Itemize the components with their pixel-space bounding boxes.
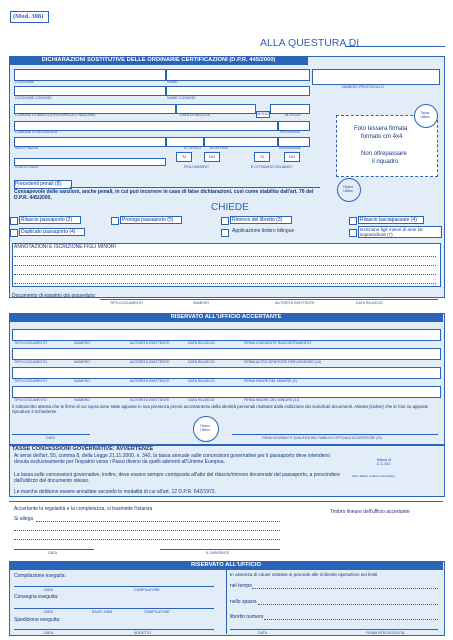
nome-field[interactable] [166, 69, 310, 81]
tasse-p3: Le marche debbono essere annullate secondo le modalità di cui all'art. 12 D.P.R. 642/1972. [14, 489, 217, 495]
precedenti-penali-label: Precedenti penali (8) [15, 181, 62, 187]
si-allega-line-2[interactable] [14, 530, 280, 531]
accertante-data-label: DATA [46, 436, 56, 440]
row2-autorita: AUTORITÀ EMITTENTE [130, 360, 170, 364]
compilazione-compilatore-label: COMPILATORE [134, 588, 160, 592]
professione-label: PROFESSIONE [279, 146, 301, 150]
questura-heading: ALLA QUESTURA DI [260, 37, 360, 49]
chiede-heading: CHIEDE [211, 202, 249, 213]
accertante-row-2[interactable] [12, 348, 441, 360]
firma-pubblico-label: FIRMA LEGGIBILE E QUALIFICA DEL PUBBLICO UFFICIALE ACCERTATORE (10) [262, 436, 382, 440]
nel-tempo-label: nel tempo [230, 583, 252, 589]
row2-firma: FIRMA ALTRO GENITORE PER ASSENSO (10) [244, 360, 322, 364]
stato-civile-label: STATO CIVILE [15, 165, 39, 169]
doc-col-numero: NUMERO [193, 301, 209, 305]
precedenti-line[interactable] [70, 187, 320, 188]
figli-minori-label: FIGLI MINORI? [184, 165, 209, 169]
consegna-data-label: DATA [44, 610, 54, 614]
accertante-row-4[interactable] [12, 386, 441, 398]
comune-nascita-label: COMUNE DI NASCITA (PROVINCIA O NAZIONE) [15, 113, 96, 117]
riservato-center-divider [226, 570, 227, 634]
compilazione-label: Compilazione eseguita: [14, 573, 66, 579]
section4-dirigente-line[interactable] [160, 549, 280, 550]
provincia-label: PROVINCIA [280, 130, 300, 134]
row4-autorita: AUTORITÀ EMITTENTE [130, 398, 170, 402]
modulo-label: (Mod. 308) [13, 13, 44, 20]
consapevole-text: Consapevole delle sanzioni, anche penali, in cui può incorrere in caso di false dichiarazioni, così come stabilito dall'art. 76 del D.P.R. 445/2000, [14, 189, 314, 201]
row3-firma: FIRMA PADRE DEL MINORE (4) [244, 379, 297, 383]
accertante-data-line[interactable] [12, 434, 90, 435]
spedizione-addetto-label: ADDETTO [134, 631, 152, 635]
rilascio-lasciapassare-checkbox[interactable] [349, 217, 357, 225]
accertante-row-3[interactable] [12, 367, 441, 379]
row2-numero: NUMERO [74, 360, 90, 364]
section4-divider [9, 501, 443, 502]
row4-firma: FIRMA MADRE DEL MINORE (11) [244, 398, 300, 402]
documento-posseduto-label: Documento di espatrio già posseduto: [12, 293, 96, 299]
nel-tempo-line[interactable] [252, 588, 438, 589]
documento-posseduto-line[interactable] [100, 299, 438, 300]
n-civico-label: N. CIVICO [184, 146, 201, 150]
spedizione-data-label: DATA [44, 631, 54, 635]
row2-tipo: TIPO DOCUMENTO [14, 360, 47, 364]
marca-sublabel: (Da il Marco a liberto facentrale) [352, 474, 395, 478]
row4-data: DATA RILASCIO [188, 398, 215, 402]
riservato-data-label: DATA [258, 631, 268, 635]
comune-residenza-label: COMUNE DI RESIDENZA [15, 130, 58, 134]
consegna-line[interactable] [14, 608, 214, 609]
section4-data-label: DATA [48, 551, 58, 555]
data-nascita-label: DATA DI NASCITA [180, 113, 210, 117]
proroga-passaporto-checkbox[interactable] [111, 217, 119, 225]
tasse-title: TASSE CONCESSIONI GOVERNATIVE: AVVERTENZE [12, 446, 154, 452]
sesso-label: SESSO [257, 112, 270, 116]
section4-dirigente-label: IL DIRIGENTE [206, 551, 230, 555]
cittadino-no-box[interactable]: NO [284, 152, 300, 162]
tassa-ufficio-label: Tassa Ufficio [420, 111, 430, 119]
firma-pubblico-line[interactable] [232, 434, 438, 435]
si-allega-label: Si allega [14, 516, 34, 522]
figli-si-box[interactable]: SI [176, 152, 192, 162]
row1-numero: NUMERO [74, 341, 90, 345]
riservato-title: RISERVATO ALL'UFFICIO [9, 561, 443, 570]
timbro-bilingue-checkbox[interactable] [221, 229, 229, 237]
annotazioni-line-2[interactable] [14, 265, 436, 266]
row1-autorita: AUTORITÀ EMITTENTE [130, 341, 170, 345]
row2-data: DATA RILASCIO [188, 360, 215, 364]
row3-tipo: TIPO DOCUMENTO [14, 379, 47, 383]
cittadino-si-box[interactable]: SI [254, 152, 270, 162]
numero-protocollo-field[interactable] [312, 69, 440, 85]
numero-protocollo-label: NUMERO PROTOCOLLO [342, 85, 384, 89]
annotazioni-label: ANNOTAZIONI E ISCRIZIONE FIGLI MINORI [14, 244, 116, 250]
compilazione-data-label: DATA [44, 588, 54, 592]
nome-coniuge-field[interactable] [166, 86, 310, 96]
timbro-accertante-label: Timbro Ufficio [199, 424, 211, 432]
compilazione-line[interactable] [14, 586, 214, 587]
libretto-label: libretto numero [230, 614, 264, 620]
iscrizione-figli-label: Iscrizione figli minori di anni 16 sopraindicati (7) [358, 226, 442, 238]
row1-firma: FIRMA CHIEDENTE RIACCERTAMENTO [244, 341, 312, 345]
foto-instruction-1: Foto tessera firmata [354, 126, 408, 132]
si-allega-line-3[interactable] [14, 539, 280, 540]
row3-autorita: AUTORITÀ EMITTENTE [130, 379, 170, 383]
modulo-label-box [10, 11, 49, 23]
proroga-passaporto-label: Proroga passaporto (5) [120, 216, 182, 224]
duplicato-passaporto-label: Duplicato passaporto (4) [19, 228, 85, 236]
accertante-title: RISERVATO ALL'UFFICIO ACCERTANTE [9, 313, 443, 322]
tasse-p2: La tassa sulle concessioni governative, inoltre, deve essere sempre corrisposta all'atto del rilascio/rinnovo decennale del passaporto, a prescindere dall'utilizzo del documento stesso. [14, 472, 340, 484]
rinnovo-libretto-checkbox[interactable] [221, 217, 229, 225]
accertante-trasmette: Accertante la regolarità e la completezza, si trasmette l'istanza [14, 506, 153, 512]
annotazioni-line-4[interactable] [14, 283, 436, 284]
attest-text: Il sottoscritto attesta che le firme di cui sopra sono state apposte in sua presenza previo accertamento della identità personali risultanti dalla esibizione dei suindicati documenti. Attesta (inoltre) che le foto su apposte riproduce il richiedente. [12, 404, 429, 414]
riservato-panel [9, 561, 445, 636]
nome-label: NOME [167, 80, 178, 84]
row1-data: DATA RILASCIO [188, 341, 215, 345]
rinnovo-libretto-label: Rinnovo del libretto (3) [230, 216, 292, 224]
annotazioni-line-1[interactable] [14, 256, 436, 257]
telefono-label: TELEFONO [209, 146, 229, 150]
row1-tipo: TIPO DOCUMENTO [14, 341, 47, 345]
nello-spazio-line[interactable] [258, 604, 438, 605]
nello-spazio-label: nello spazio [230, 599, 257, 605]
cognome-coniuge-field[interactable] [14, 86, 166, 96]
timbro-ufficio-label: Timbro Ufficio [342, 185, 354, 193]
doc-col-autorita: AUTORITÀ EMITTENTE [275, 301, 315, 305]
marca-label: Marca di C.C.GG. [376, 458, 392, 466]
doc-col-tipo: TIPO DOCUMENTO [110, 301, 143, 305]
tasse-p1: Ai sensi dell'art. 55, comma 8, della Legge 21.11.2000, n. 342, la tassa annuale sulle concessioni governative per il passaporto deve intendersi dovuta esclusivamente per l'espatrio verso i Paesi diversi da quelli aderenti all'Unione Europea. [14, 453, 330, 465]
spedizione-label: Spedizione eseguita: [14, 617, 61, 623]
cognome-coniuge-label: COGNOME CONIUGE [15, 96, 52, 100]
duplicato-passaporto-checkbox[interactable] [10, 229, 18, 237]
dichiarazioni-title: DICHIARAZIONI SOSTITUTIVE DELLE ORDINARIE CERTIFICAZIONI (D.P.R. 445/2000) [9, 56, 308, 65]
riservato-sign-line[interactable] [230, 629, 438, 630]
via-piazza-label: VIA O PIAZZA [15, 146, 38, 150]
rilascio-passaporto-label: Rilascio passaporto (2) [19, 216, 81, 224]
timbro-lineare-label: Timbro lineare dell'ufficio accertante [330, 509, 410, 515]
consegna-label: Consegna eseguita: [14, 594, 59, 600]
cognome-field[interactable] [14, 69, 166, 81]
foto-instruction-2: formato cm 4x4 [361, 134, 403, 140]
cittadino-label: È CITTADINO ITALIANO? [251, 165, 293, 169]
section4-data-line[interactable] [14, 549, 94, 550]
rilascio-passaporto-checkbox[interactable] [10, 217, 18, 225]
questura-line[interactable] [345, 46, 445, 47]
row4-numero: NUMERO [74, 398, 90, 402]
row3-numero: NUMERO [74, 379, 90, 383]
row4-tipo: TIPO DOCUMENTO [14, 398, 47, 402]
foto-instruction-4: il riquadro [372, 159, 399, 165]
annotazioni-line-3[interactable] [14, 274, 436, 275]
accertante-row-1[interactable] [12, 329, 441, 341]
consegna-rilev-label: RILEV. NUM. [92, 610, 114, 614]
nome-coniuge-label: NOME CONIUGE [167, 96, 196, 100]
libretto-line[interactable] [264, 619, 438, 620]
spedizione-line[interactable] [14, 629, 214, 630]
si-allega-line-1[interactable] [36, 521, 280, 522]
row3-data: DATA RILASCIO [188, 379, 215, 383]
doc-col-data: DATA RILASCIO [356, 301, 383, 305]
rilascio-lasciapassare-label: Rilascio lasciapassare (4) [358, 216, 424, 224]
cognome-label: COGNOME [15, 80, 34, 84]
iscrizione-figli-checkbox[interactable] [349, 229, 357, 237]
foto-instruction-3: Non oltrepassare [361, 151, 407, 157]
riservato-firma-label: FIRMA PER RICEVUTA [366, 631, 405, 635]
timbro-bilingue-label: Applicazione timbro bilingue [232, 228, 295, 234]
figli-no-box[interactable]: NO [204, 152, 220, 162]
altezza-label: ALTEZZA [285, 113, 301, 117]
consegna-compilatore-label: COMPILATORE [144, 610, 170, 614]
in-assenza-text: In assenza di cause ostative si procede alle richieste operazioni nei limiti [230, 572, 378, 577]
